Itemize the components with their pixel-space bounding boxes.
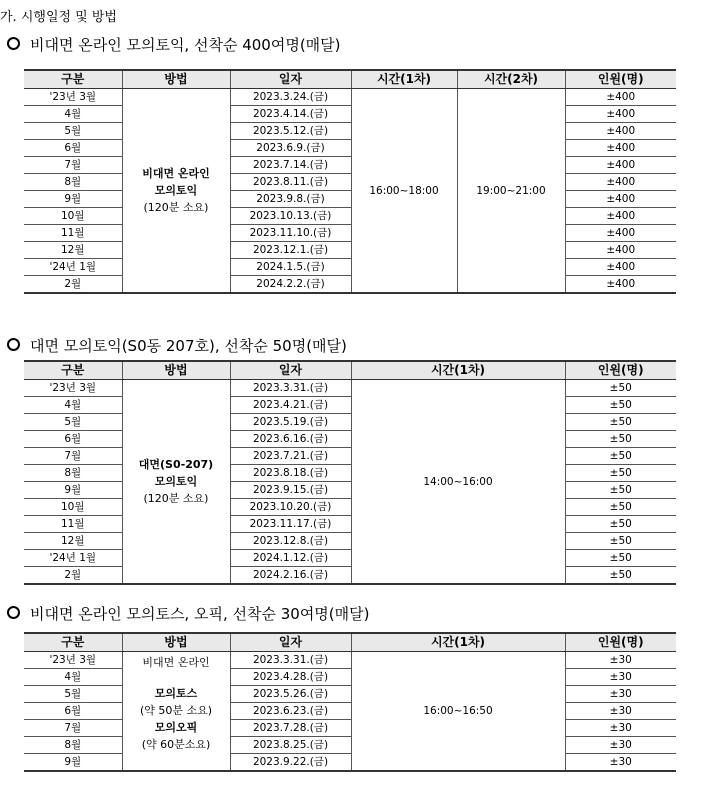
table-row	[24, 380, 676, 397]
date-cell: 2023.9.22.(금)	[230, 754, 351, 772]
date-cell: 2023.4.28.(금)	[230, 669, 351, 686]
capacity-cell: ±400	[565, 259, 676, 276]
capacity-cell: ±50	[565, 431, 676, 448]
header-method: 방법	[122, 70, 230, 89]
method-line: (120분 소요)	[143, 492, 209, 505]
date-cell: 2023.6.23.(금)	[230, 703, 351, 720]
header-time-1: 시간(1차)	[351, 70, 457, 89]
table-row	[24, 720, 676, 737]
date-cell: 2023.10.20.(금)	[230, 499, 351, 516]
method-line: 비대면 온라인	[142, 656, 210, 669]
table-row	[24, 448, 676, 465]
capacity-cell: ±400	[565, 208, 676, 225]
capacity-cell: ±400	[565, 191, 676, 208]
capacity-cell: ±400	[565, 276, 676, 294]
method-line: 모의토익	[154, 475, 198, 488]
month-cell: 5월	[24, 123, 122, 140]
table-row	[24, 414, 676, 431]
month-cell: 7월	[24, 720, 122, 737]
table-row	[24, 431, 676, 448]
capacity-cell: ±30	[565, 652, 676, 669]
circle-bullet-icon	[7, 37, 20, 50]
header-date: 일자	[230, 361, 351, 380]
time-1-cell: 14:00~16:00	[351, 380, 565, 585]
month-cell: '23년 3월	[24, 652, 122, 669]
table-row	[24, 106, 676, 123]
table-row	[24, 669, 676, 686]
method-line: 비대면 온라인	[142, 167, 210, 180]
capacity-cell: ±400	[565, 123, 676, 140]
circle-bullet-icon	[7, 606, 20, 619]
method-cell	[122, 652, 230, 772]
method-line: 모의토스	[154, 687, 198, 700]
date-cell: 2024.2.16.(금)	[230, 567, 351, 585]
section-title-offline-toeic	[7, 335, 347, 356]
month-cell: 4월	[24, 397, 122, 414]
table-row	[24, 516, 676, 533]
capacity-cell: ±50	[565, 397, 676, 414]
month-cell: 9월	[24, 482, 122, 499]
capacity-cell: ±30	[565, 737, 676, 754]
date-cell: 2023.12.1.(금)	[230, 242, 351, 259]
capacity-cell: ±50	[565, 448, 676, 465]
method-line: 대면(S0-207)	[138, 458, 214, 471]
date-cell: 2023.10.13.(금)	[230, 208, 351, 225]
month-cell: 6월	[24, 703, 122, 720]
date-cell: 2023.3.24.(금)	[230, 89, 351, 106]
date-cell: 2023.9.15.(금)	[230, 482, 351, 499]
method-line: (120분 소요)	[143, 201, 209, 214]
header-time-1: 시간(1차)	[351, 633, 565, 652]
table-row	[24, 754, 676, 772]
month-cell: 8월	[24, 737, 122, 754]
month-cell: 12월	[24, 242, 122, 259]
month-cell: '24년 1월	[24, 259, 122, 276]
month-cell: 8월	[24, 465, 122, 482]
capacity-cell: ±400	[565, 174, 676, 191]
date-cell: 2023.11.17.(금)	[230, 516, 351, 533]
date-cell: 2024.1.12.(금)	[230, 550, 351, 567]
date-cell: 2023.9.8.(금)	[230, 191, 351, 208]
date-cell: 2023.5.26.(금)	[230, 686, 351, 703]
schedule-table-offline-toeic	[24, 360, 676, 585]
date-cell: 2023.3.31.(금)	[230, 652, 351, 669]
table-row	[24, 174, 676, 191]
date-cell: 2023.11.10.(금)	[230, 225, 351, 242]
date-cell: 2024.2.2.(금)	[230, 276, 351, 294]
month-cell: 11월	[24, 516, 122, 533]
capacity-cell: ±50	[565, 482, 676, 499]
date-cell: 2023.8.25.(금)	[230, 737, 351, 754]
date-cell: 2023.7.21.(금)	[230, 448, 351, 465]
table-row	[24, 140, 676, 157]
table-row	[24, 259, 676, 276]
month-cell: 7월	[24, 157, 122, 174]
table-row	[24, 499, 676, 516]
date-cell: 2024.1.5.(금)	[230, 259, 351, 276]
table-row	[24, 652, 676, 669]
date-cell: 2023.7.14.(금)	[230, 157, 351, 174]
table-row	[24, 191, 676, 208]
month-cell: '23년 3월	[24, 380, 122, 397]
header-category: 구분	[24, 633, 122, 652]
header-date: 일자	[230, 633, 351, 652]
capacity-cell: ±30	[565, 686, 676, 703]
table-row	[24, 208, 676, 225]
section-title-text: 비대면 온라인 모의토스, 오픽, 선착순 30여명(매달)	[30, 605, 370, 623]
method-line: 모의오픽	[154, 721, 198, 734]
header-method: 방법	[122, 633, 230, 652]
section-heading: 가. 시행일정 및 방법	[0, 10, 117, 25]
table-row	[24, 242, 676, 259]
date-cell: 2023.6.9.(금)	[230, 140, 351, 157]
table-row	[24, 533, 676, 550]
header-category: 구분	[24, 70, 122, 89]
date-cell: 2023.8.11.(금)	[230, 174, 351, 191]
month-cell: 10월	[24, 208, 122, 225]
header-time-1: 시간(1차)	[351, 361, 565, 380]
capacity-cell: ±400	[565, 225, 676, 242]
month-cell: 8월	[24, 174, 122, 191]
date-cell: 2023.3.31.(금)	[230, 380, 351, 397]
date-cell: 2023.8.18.(금)	[230, 465, 351, 482]
table-row	[24, 276, 676, 294]
method-line: (약 60분소요)	[141, 738, 211, 751]
table-row	[24, 225, 676, 242]
capacity-cell: ±30	[565, 669, 676, 686]
capacity-cell: ±30	[565, 720, 676, 737]
table-row	[24, 157, 676, 174]
method-line: 모의토익	[154, 184, 198, 197]
capacity-cell: ±50	[565, 533, 676, 550]
header-category: 구분	[24, 361, 122, 380]
month-cell: '23년 3월	[24, 89, 122, 106]
capacity-cell: ±30	[565, 703, 676, 720]
capacity-cell: ±400	[565, 89, 676, 106]
header-capacity: 인원(명)	[565, 70, 676, 89]
section-title-online-toeic	[7, 34, 341, 55]
date-cell: 2023.4.14.(금)	[230, 106, 351, 123]
capacity-cell: ±50	[565, 465, 676, 482]
table-row	[24, 123, 676, 140]
month-cell: '24년 1월	[24, 550, 122, 567]
month-cell: 9월	[24, 191, 122, 208]
capacity-cell: ±50	[565, 380, 676, 397]
date-cell: 2023.4.21.(금)	[230, 397, 351, 414]
header-date: 일자	[230, 70, 351, 89]
header-method: 방법	[122, 361, 230, 380]
date-cell: 2023.5.19.(금)	[230, 414, 351, 431]
table-row	[24, 550, 676, 567]
date-cell: 2023.7.28.(금)	[230, 720, 351, 737]
header-capacity: 인원(명)	[565, 633, 676, 652]
month-cell: 7월	[24, 448, 122, 465]
schedule-table-online-speaking	[24, 632, 676, 772]
month-cell: 4월	[24, 106, 122, 123]
table-row	[24, 737, 676, 754]
month-cell: 10월	[24, 499, 122, 516]
month-cell: 4월	[24, 669, 122, 686]
capacity-cell: ±30	[565, 754, 676, 772]
section-title-text: 비대면 온라인 모의토익, 선착순 400여명(매달)	[30, 36, 341, 54]
table-row	[24, 482, 676, 499]
capacity-cell: ±400	[565, 140, 676, 157]
date-cell: 2023.12.8.(금)	[230, 533, 351, 550]
capacity-cell: ±50	[565, 516, 676, 533]
capacity-cell: ±400	[565, 242, 676, 259]
table-header-row	[24, 633, 676, 652]
circle-bullet-icon	[7, 338, 20, 351]
capacity-cell: ±50	[565, 414, 676, 431]
method-cell	[122, 89, 230, 294]
table-row	[24, 686, 676, 703]
capacity-cell: ±50	[565, 567, 676, 585]
section-title-text: 대면 모의토익(S0동 207호), 선착순 50명(매달)	[30, 337, 347, 355]
table-row	[24, 567, 676, 585]
month-cell: 12월	[24, 533, 122, 550]
capacity-cell: ±50	[565, 550, 676, 567]
month-cell: 2월	[24, 276, 122, 294]
section-title-online-speaking	[7, 603, 369, 624]
header-time-2: 시간(2차)	[457, 70, 565, 89]
month-cell: 9월	[24, 754, 122, 772]
month-cell: 6월	[24, 431, 122, 448]
header-capacity: 인원(명)	[565, 361, 676, 380]
date-cell: 2023.6.16.(금)	[230, 431, 351, 448]
month-cell: 2월	[24, 567, 122, 585]
capacity-cell: ±50	[565, 499, 676, 516]
table-header-row	[24, 70, 676, 89]
method-line: (약 50분 소요)	[139, 704, 213, 717]
month-cell: 11월	[24, 225, 122, 242]
table-row	[24, 397, 676, 414]
month-cell: 5월	[24, 686, 122, 703]
table-row	[24, 465, 676, 482]
month-cell: 5월	[24, 414, 122, 431]
date-cell: 2023.5.12.(금)	[230, 123, 351, 140]
time-1-cell: 16:00~18:00	[351, 89, 457, 294]
capacity-cell: ±400	[565, 106, 676, 123]
capacity-cell: ±400	[565, 157, 676, 174]
schedule-table-online-toeic	[24, 69, 676, 294]
method-cell	[122, 380, 230, 585]
table-row	[24, 89, 676, 106]
month-cell: 6월	[24, 140, 122, 157]
table-row	[24, 703, 676, 720]
table-header-row	[24, 361, 676, 380]
time-2-cell: 19:00~21:00	[457, 89, 565, 294]
time-1-cell: 16:00~16:50	[351, 652, 565, 772]
